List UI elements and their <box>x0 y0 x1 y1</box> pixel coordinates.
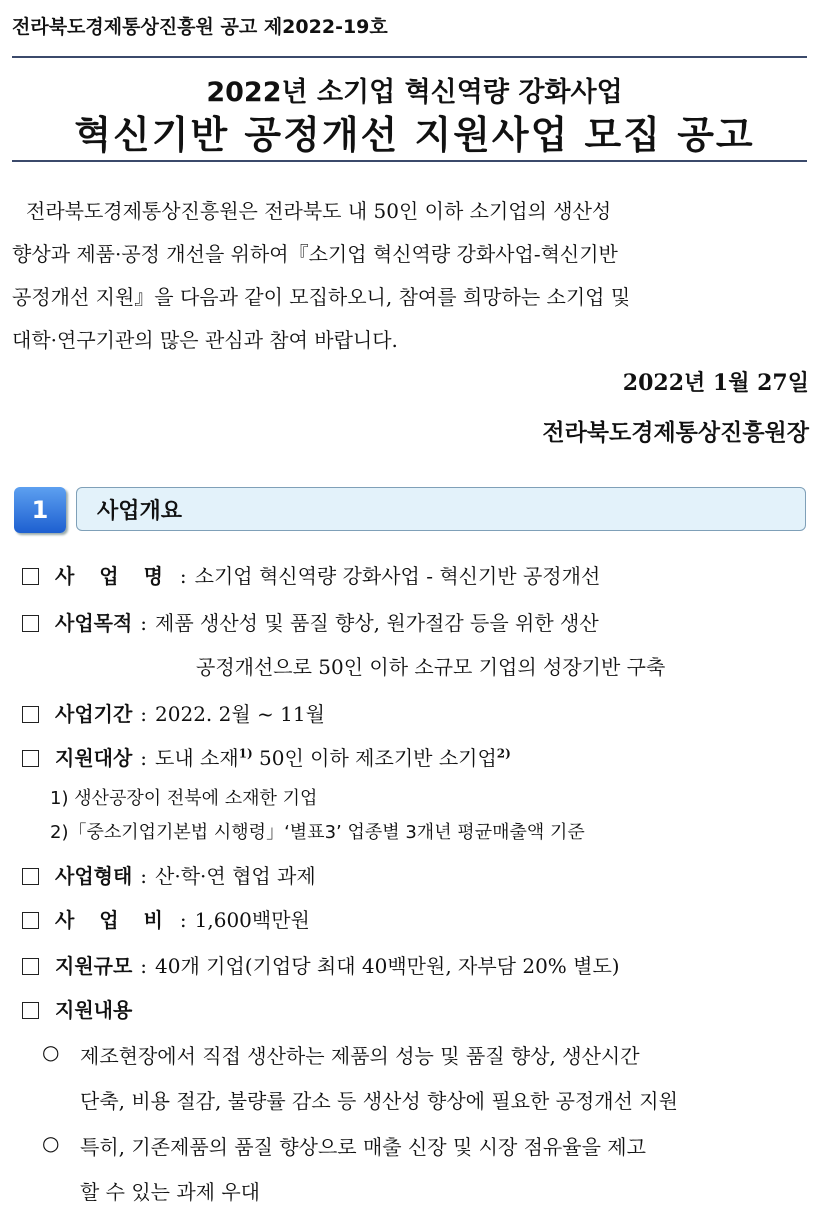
item-label: 지원규모 <box>55 954 133 978</box>
checkbox-square-icon <box>22 1002 39 1019</box>
item-value: 산·학·연 협업 과제 <box>155 864 316 888</box>
footnote-2: 2)「중소기업기본법 시행령」‘별표3’ 업종별 3개년 평균매출액 기준 <box>50 822 585 843</box>
intro-line: 향상과 제품·공정 개선을 위하여『소기업 혁신역량 강화사업-혁신기반 <box>12 242 618 266</box>
content-bullet-line: 특히, 기존제품의 품질 향상으로 매출 신장 및 시장 점유율을 제고 <box>80 1135 646 1159</box>
item-label: 사업형태 <box>55 864 133 888</box>
intro-line: 공정개선 지원』을 다음과 같이 모집하오니, 참여를 희망하는 소기업 및 <box>12 285 631 309</box>
item-project-name: 사 업 명 : 소기업 혁신역량 강화사업 - 혁신기반 공정개선 <box>22 560 600 589</box>
item-value: 40개 기업(기업당 최대 40백만원, 자부담 20% 별도) <box>155 954 620 978</box>
item-label: 지원내용 <box>55 998 133 1022</box>
top-divider <box>12 56 807 58</box>
item-label: 사 업 명 <box>55 564 172 588</box>
item-content <box>22 994 132 1023</box>
item-period: 사업기간 : 2022. 2월 ~ 11월 <box>22 698 325 727</box>
item-value: 1,600백만원 <box>194 908 310 932</box>
item-budget: 사 업 비 : 1,600백만원 <box>22 904 310 933</box>
checkbox-square-icon <box>22 706 39 723</box>
item-value: 소기업 혁신역량 강화사업 - 혁신기반 공정개선 <box>194 564 601 588</box>
item-label: 지원대상 <box>55 746 133 770</box>
intro-paragraph <box>12 190 808 362</box>
item-value: 50인 이하 제조기반 소기업 <box>252 746 497 770</box>
title-line1: 2022년 소기업 혁신역량 강화사업 <box>206 77 623 108</box>
item-purpose-continued: 공정개선으로 50인 이하 소규모 기업의 성장기반 구축 <box>196 655 666 679</box>
footnote-1: 1) 생산공장이 전북에 소재한 기업 <box>50 788 318 809</box>
content-bullet-line: 할 수 있는 과제 우대 <box>80 1180 260 1204</box>
checkbox-square-icon <box>22 750 39 767</box>
section-title: 사업개요 <box>76 487 806 531</box>
content-bullet-line: 단축, 비용 절감, 불량률 감소 등 생산성 향상에 필요한 공정개선 지원 <box>80 1089 678 1113</box>
bullet-circle-icon: ○ <box>42 1040 60 1064</box>
footnote-marker: 2) <box>496 746 511 761</box>
item-scale: 지원규모 : 40개 기업(기업당 최대 40백만원, 자부담 20% 별도) <box>22 950 620 979</box>
item-type: 사업형태 : 산·학·연 협업 과제 <box>22 860 316 889</box>
intro-line: 대학·연구기관의 많은 관심과 참여 바랍니다. <box>12 328 398 352</box>
intro-line: 전라북도경제통상진흥원은 전라북도 내 50인 이하 소기업의 생산성 <box>26 199 612 223</box>
item-label: 사 업 비 <box>55 908 172 932</box>
section-number-badge: 1 <box>14 487 66 533</box>
page-title: 혁신기반 공정개선 지원사업 모집 공고 <box>74 113 755 157</box>
signer: 전라북도경제통상진흥원장 <box>542 419 809 446</box>
bullet-circle-icon: ○ <box>42 1131 60 1155</box>
item-value: 제품 생산성 및 품질 향상, 원가절감 등을 위한 생산 <box>155 611 599 635</box>
item-value: 2022. 2월 ~ 11월 <box>155 702 325 726</box>
checkbox-square-icon <box>22 615 39 632</box>
title-divider <box>12 160 807 162</box>
item-target: 지원대상 : 도내 소재$^{1)}$ 50인 이하 제조기반 소기업$^{2)}$ <box>22 742 511 771</box>
announcement-date: 2022년 1월 27일 <box>622 370 809 396</box>
item-purpose: 사업목적 : 제품 생산성 및 품질 향상, 원가절감 등을 위한 생산 <box>22 607 599 636</box>
item-label: 사업기간 <box>55 702 133 726</box>
footnote-marker: 1) <box>238 746 253 761</box>
item-label: 사업목적 <box>55 611 133 635</box>
notice-number: 전라북도경제통상진흥원 공고 제2022-19호 <box>12 16 388 38</box>
checkbox-square-icon <box>22 568 39 585</box>
item-value: 도내 소재 <box>155 746 239 770</box>
checkbox-square-icon <box>22 912 39 929</box>
content-bullet-line: 제조현장에서 직접 생산하는 제품의 성능 및 품질 향상, 생산시간 <box>80 1044 640 1068</box>
checkbox-square-icon <box>22 868 39 885</box>
checkbox-square-icon <box>22 958 39 975</box>
